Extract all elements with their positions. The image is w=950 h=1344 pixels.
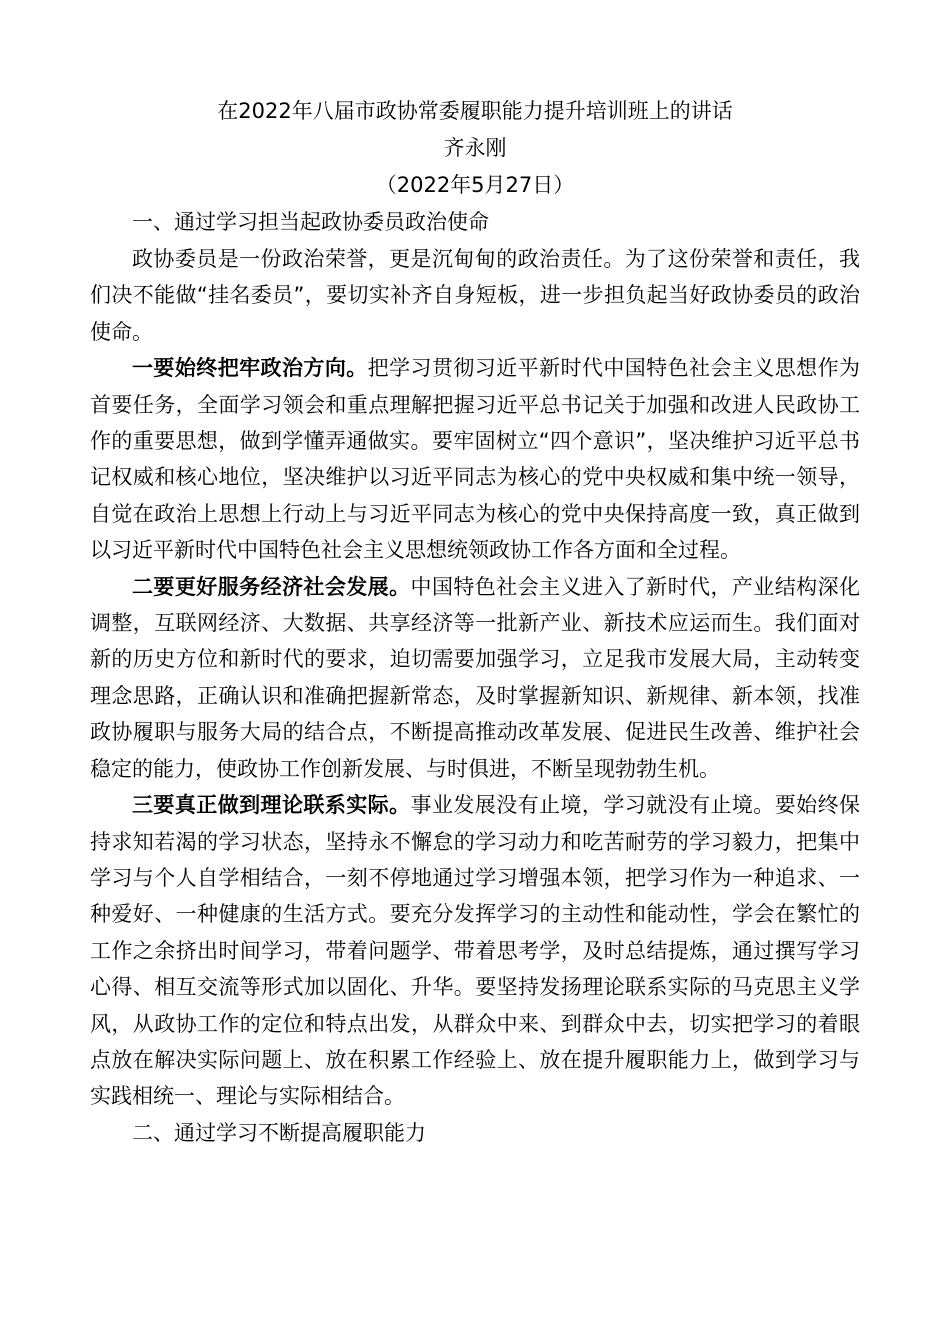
document-date: （2022年5月27日） bbox=[375, 173, 575, 197]
intro-paragraph: 政协委员是一份政治荣誉，更是沉甸甸的政治责任。为了这份荣誉和责任，我们决不能做“挂名委员”，要切实补齐自身短板，进一步担负起当好政协委员的政治使命。 bbox=[90, 247, 860, 344]
point-1-body: 把学习贯彻习近平新时代中国特色社会主义思想作为首要任务，全面学习领会和重点理解把握习近平总书记关于加强和改进人民政协工作的重要思想，做到学懂弄通做实。要牢固树立“四个意识”，坚决维护习近平总书记权威和核心地位，坚决维护以习近平同志为核心的党中央权威和集中统一领导，自觉在政治上思想上行动上与习近平同志为核心的党中央保持高度一致，真正做到以习近平新时代中国特色社会主义思想统领政协工作各方面和全过程。 bbox=[90, 356, 861, 563]
point-3-paragraph bbox=[90, 787, 860, 1115]
point-2-body: 中国特色社会主义进入了新时代，产业结构深化调整，互联网经济、大数据、共享经济等一批新产业、新技术应运而生。我们面对新的历史方位和新时代的要求，迫切需要加强学习，立足我市发展大局，主动转变理念思路，正确认识和准确把握新常态，及时掌握新知识、新规律、新本领，找准政协履职与服务大局的结合点，不断提高推动改革发展、促进民生改善、维护社会稳定的能力，使政协工作创新发展、与时俱进，不断呈现勃勃生机。 bbox=[90, 574, 860, 781]
document-page bbox=[90, 93, 860, 1152]
section-1-heading: 一、通过学习担当起政协委员政治使命 bbox=[132, 210, 489, 234]
point-3-body: 事业发展没有止境，学习就没有止境。要始终保持求知若渴的学习状态，坚持永不懈怠的学习动力和吃苦耐劳的学习毅力，把集中学习与个人自学相结合，一刻不停地通过学习增强本领，把学习作为一种追求、一种爱好、一种健康的生活方式。要充分发挥学习的主动性和能动性，学会在繁忙的工作之余挤出时间学习，带着问题学、带着思考学，及时总结提炼，通过撰写学习心得、相互交流等形式加以固化、升华。要坚持发扬理论联系实际的马克思主义学风，从政协工作的定位和特点出发，从群众中来、到群众中去，切实把学习的着眼点放在解决实际问题上、放在积累工作经验上、放在提升履职能力上，做到学习与实践相统一、理论与实际相结合。 bbox=[90, 793, 860, 1109]
point-3-lead: 三要真正做到理论联系实际。 bbox=[132, 793, 411, 818]
point-2-lead: 二要更好服务经济社会发展。 bbox=[132, 574, 411, 599]
point-2-paragraph bbox=[90, 569, 860, 787]
document-title: 在2022年八届市政协常委履职能力提升培训班上的讲话 bbox=[217, 99, 733, 123]
section-2-heading: 二、通过学习不断提高履职能力 bbox=[132, 1120, 426, 1145]
point-1-paragraph bbox=[90, 350, 860, 568]
point-1-lead: 一要始终把牢政治方向。 bbox=[132, 356, 368, 381]
document-author: 齐永刚 bbox=[443, 136, 507, 160]
